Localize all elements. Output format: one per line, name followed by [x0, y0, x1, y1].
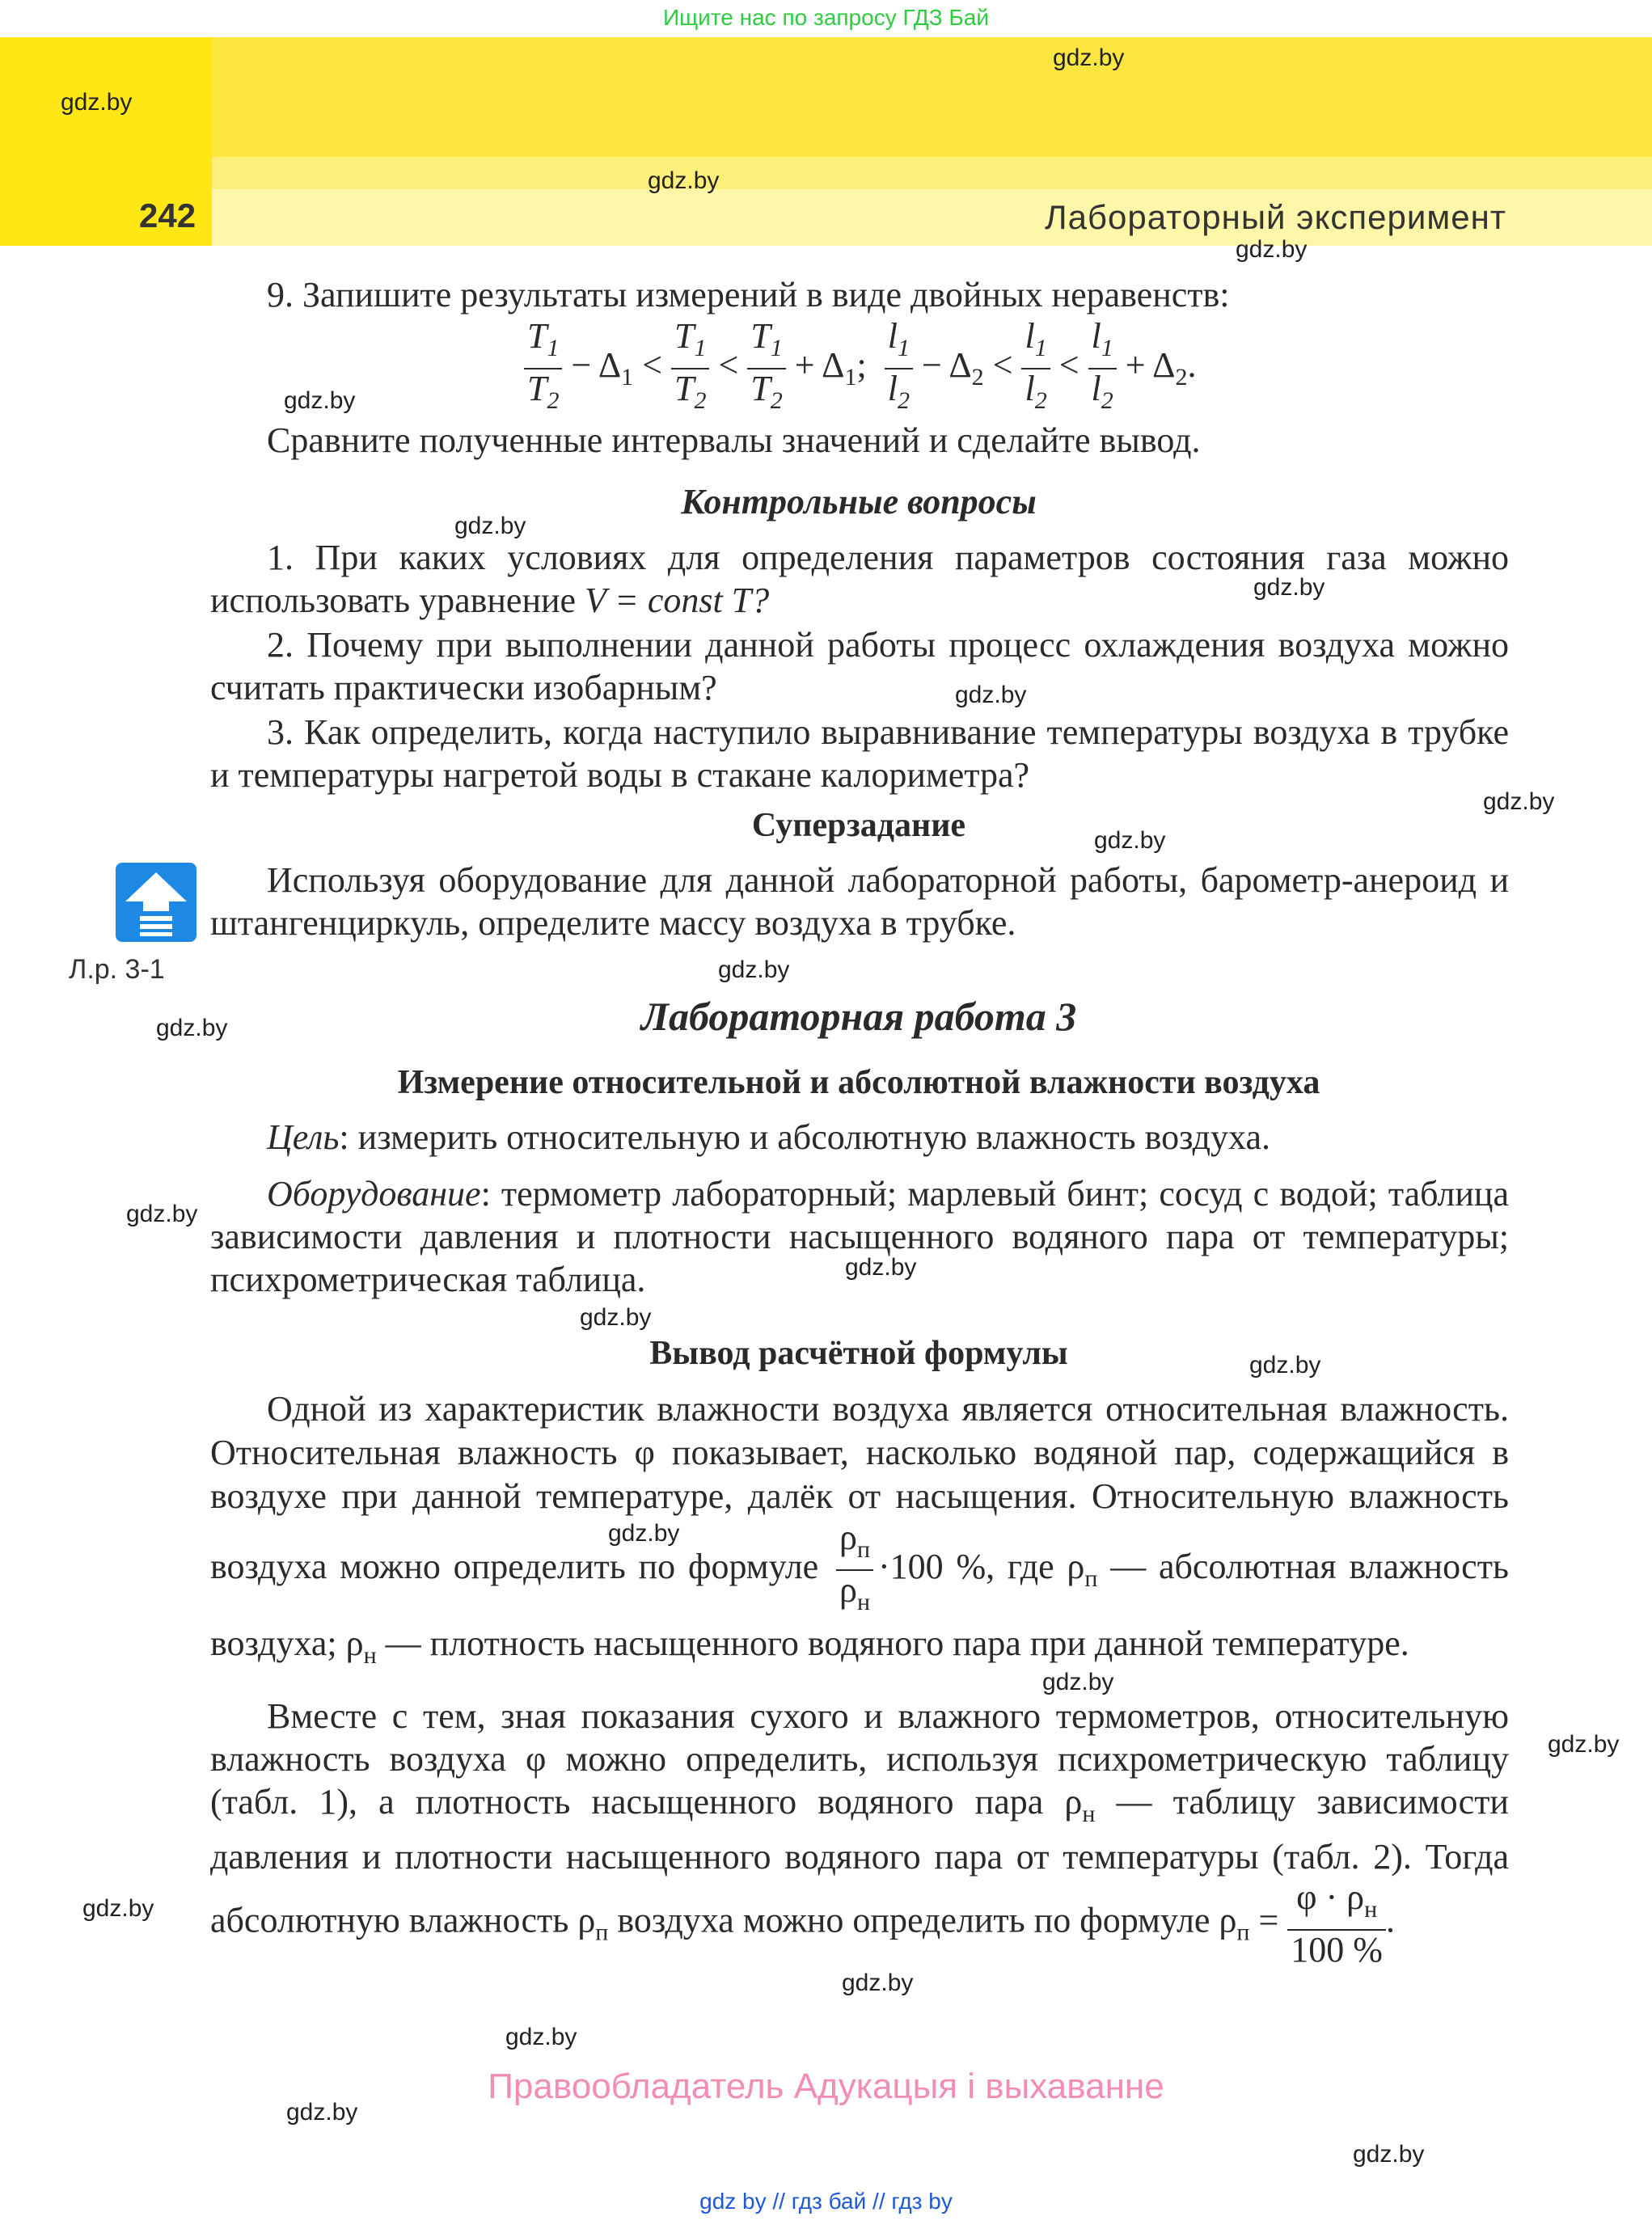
watermark: gdz.by: [505, 2024, 577, 2050]
compare-text: Сравните полученные интервалы значений и сделайте вывод.: [267, 420, 1201, 460]
watermark: gdz.by: [845, 1254, 917, 1281]
super-task-text: Используя оборудование для данной лабораторной работы, барометр-анероид и штангенциркуль, определите массу воздуха в трубке.: [210, 860, 1509, 943]
watermark: gdz.by: [82, 1895, 154, 1922]
derivation-paragraph-1: Одной из характеристик влажности воздуха является относительная влажность. Относительная влажность φ показывает, насколько водяной пар, содержащийся в воздухе при данной температуре, далёк от насыщения. Относительную влажность воздуха можно определить по формуле $\frac{\rho_п}{\rho_н}$ ·100 %, где $\rho_п$ — абсолютная влажность воздуха; $\rho_н$ — плотность насыщенного водяного пара при данной температуре.: [210, 1389, 1509, 1669]
control-questions-heading: Контрольные вопросы: [681, 482, 1037, 521]
lab-ref-label: Л.р. 3-1: [69, 954, 165, 985]
equipment-text: Оборудование: термометр лабораторный; марлевый бинт; сосуд с водой; таблица зависимости давления и плотности насыщенного водяного пара от температуры; психрометрическая таблица.: [210, 1174, 1509, 1299]
watermark: gdz.by: [1483, 788, 1555, 815]
watermark: gdz.by: [608, 1520, 680, 1547]
page-number: 242: [139, 196, 196, 234]
derivation-paragraph-2: Вместе с тем, зная показания сухого и влажного термометров, относительную влажность воздуха φ можно определить, используя психрометрическую таблицу (табл. 1), а плотность насыщенного водяного пара $\rho_н$ — таблицу зависимости давления и плотности насыщенного водяного пара от температуры (табл. 2). Тогда абсолютную влажность $\rho_п$ воздуха можно определить по формуле $\rho_п$ = $\frac{\varphi \cdot \rho_н}{100 \%}$ .: [210, 1696, 1509, 1970]
watermark: gdz.by: [286, 2099, 358, 2126]
watermark: gdz.by: [580, 1304, 652, 1331]
watermark: gdz.by: [1053, 44, 1125, 71]
watermark: gdz.by: [1249, 1352, 1321, 1378]
question-3: 3. Как определить, когда наступило выравнивание температуры воздуха в трубке и температуры нагретой воды в стакане калориметра?: [210, 712, 1509, 795]
step-9-text: 9. Запишите результаты измерений в виде двойных неравенств:: [267, 275, 1230, 315]
goal-text: Цель: измерить относительную и абсолютную влажность воздуха.: [267, 1117, 1270, 1157]
watermark: gdz.by: [955, 682, 1027, 708]
header-band: [212, 37, 1652, 157]
watermark: gdz.by: [1353, 2141, 1425, 2168]
lab-work-title: Лабораторная работа 3: [640, 994, 1077, 1039]
watermark: gdz.by: [454, 513, 526, 539]
watermark: gdz.by: [126, 1201, 198, 1227]
question-1: 1. При каких условиях для определения параметров состояния газа можно использовать уравнение V = const T?: [210, 538, 1509, 620]
double-inequalities: $\frac{T_1}{T_2}$ − $\Delta_1$ < $\frac{T_1}{T_2}$ < $\frac{T_1}{T_2}$ + $\Delta_1$; $\frac{l_1}{l_2}$ − $\Delta_2$ < $\frac{l_1}{l_2}$ < $\frac{l_1}{l_2}$ + $\Delta_2$.: [524, 317, 1252, 414]
search-banner: Ищите нас по запросу ГДЗ Бай: [662, 5, 990, 30]
super-task-heading: Суперзадание: [751, 807, 966, 844]
question-2: 2. Почему при выполнении данной работы процесс охлаждения воздуха можно считать практически изобарным?: [210, 625, 1509, 707]
watermark: gdz.by: [156, 1015, 228, 1041]
watermark: gdz.by: [718, 956, 790, 983]
watermark: gdz.by: [1236, 236, 1308, 263]
lab-work-subtitle: Измерение относительной и абсолютной влажности воздуха: [397, 1064, 1320, 1101]
watermark: gdz.by: [284, 387, 356, 414]
watermark: gdz.by: [1253, 574, 1325, 601]
watermark: gdz.by: [1548, 1731, 1620, 1758]
running-header: Лабораторный эксперимент: [1045, 198, 1506, 236]
footer-links[interactable]: gdz by // гдз бай // гдз by: [699, 2189, 953, 2214]
watermark: gdz.by: [1094, 827, 1166, 854]
upload-arrow-icon: [116, 863, 196, 942]
watermark: gdz.by: [1042, 1669, 1114, 1695]
derivation-heading: Вывод расчётной формулы: [649, 1335, 1068, 1372]
header-band-stripe: [212, 157, 1652, 189]
watermark: gdz.by: [61, 89, 133, 116]
watermark: gdz.by: [842, 1970, 914, 1996]
copyright-notice: Правообладатель Адукацыя і выхаванне: [488, 2067, 1164, 2106]
watermark: gdz.by: [648, 167, 720, 194]
